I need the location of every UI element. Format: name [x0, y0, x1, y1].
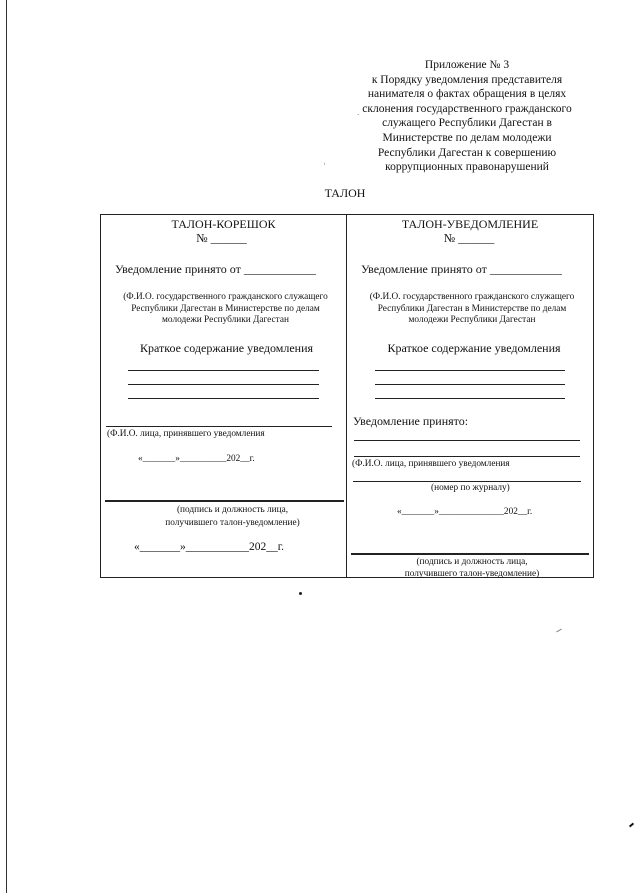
summary-line	[128, 384, 319, 385]
signature-line	[351, 553, 589, 555]
scan-mark	[556, 629, 562, 633]
notice-received-from: Уведомление принято от ____________	[361, 262, 562, 276]
appendix-header	[340, 58, 594, 175]
stub-date-1: «_______»__________202__г.	[138, 454, 255, 464]
signature-note-line: (подпись и должность лица,	[416, 557, 528, 567]
talon-stub-column	[101, 215, 347, 577]
summary-line	[128, 398, 319, 399]
notice-summary-label: Краткое содержание уведомления	[387, 341, 561, 355]
appendix-line: нанимателя о фактах обращения в целях	[367, 88, 567, 101]
appendix-line: к Порядку уведомления представителя	[371, 73, 563, 86]
stub-date-2: «_______»___________202__г.	[134, 541, 285, 553]
summary-line	[128, 370, 319, 371]
signature-note-line: получившего талон-уведомление)	[165, 517, 300, 528]
signature-note-line: (подпись и должность лица,	[176, 505, 289, 515]
page-left-border	[6, 0, 7, 893]
fio-note-line: (Ф.И.О. государственного гражданского служащего	[369, 292, 575, 302]
summary-line	[375, 398, 565, 399]
fio-note-line: (Ф.И.О. государственного гражданского служащего	[123, 292, 328, 302]
signature-line	[105, 500, 344, 502]
appendix-line: служащего Республики Дагестан в	[382, 117, 552, 130]
notice-number: № ______	[443, 231, 495, 245]
appendix-line: коррупционных правонарушений	[385, 161, 549, 174]
fio-note-line: Республики Дагестан в Министерстве по делам	[131, 303, 320, 314]
appendix-line: Министерстве по делам молодежи	[382, 131, 552, 144]
fio-note-line: Республики Дагестан в Министерстве по делам	[377, 303, 567, 314]
notice-accepted-label: Уведомление принято:	[353, 414, 469, 428]
stub-summary-label: Краткое содержание уведомления	[139, 341, 314, 355]
stub-signature-note	[119, 504, 346, 530]
notice-fio-note	[351, 292, 593, 327]
fio-note-line: молодежи Республики Дагестан	[162, 315, 289, 326]
notice-journal-note: (номер по журналу)	[431, 483, 510, 493]
stub-heading: ТАЛОН-КОРЕШОК	[171, 217, 276, 231]
notice-heading: ТАЛОН-УВЕДОМЛЕНИЕ	[401, 217, 539, 231]
talon-notice-column	[347, 215, 593, 577]
signature-note-line: получившего талон-уведомление)	[404, 568, 540, 579]
summary-line	[375, 384, 565, 385]
fio-note-line: молодежи Республики Дагестан	[408, 315, 536, 326]
appendix-line: Республики Дагестан к совершению	[377, 146, 557, 159]
receiver-line	[106, 426, 332, 427]
notice-receiver-note: (Ф.И.О. лица, принявшего уведомления	[352, 459, 510, 469]
appendix-line: склонения государственного гражданского	[362, 102, 572, 115]
talon-table	[100, 214, 594, 578]
journal-line	[353, 481, 581, 482]
notice-date: «_______»______________202__г.	[397, 507, 533, 517]
page-title: ТАЛОН	[324, 186, 366, 200]
summary-line	[375, 370, 565, 371]
scan-dot	[299, 592, 302, 595]
stub-fio-note	[105, 292, 346, 327]
notice-signature-note	[351, 557, 593, 580]
scan-mark: `	[357, 113, 360, 121]
appendix-line: Приложение № 3	[424, 59, 510, 71]
accepted-line	[354, 440, 580, 441]
stub-number: № ______	[196, 231, 247, 245]
scan-mark	[629, 823, 634, 828]
stub-receiver-note: (Ф.И.О. лица, принявшего уведомления	[107, 429, 265, 439]
stub-received-from: Уведомление принято от ____________	[115, 262, 316, 276]
accepted-line	[354, 456, 580, 457]
